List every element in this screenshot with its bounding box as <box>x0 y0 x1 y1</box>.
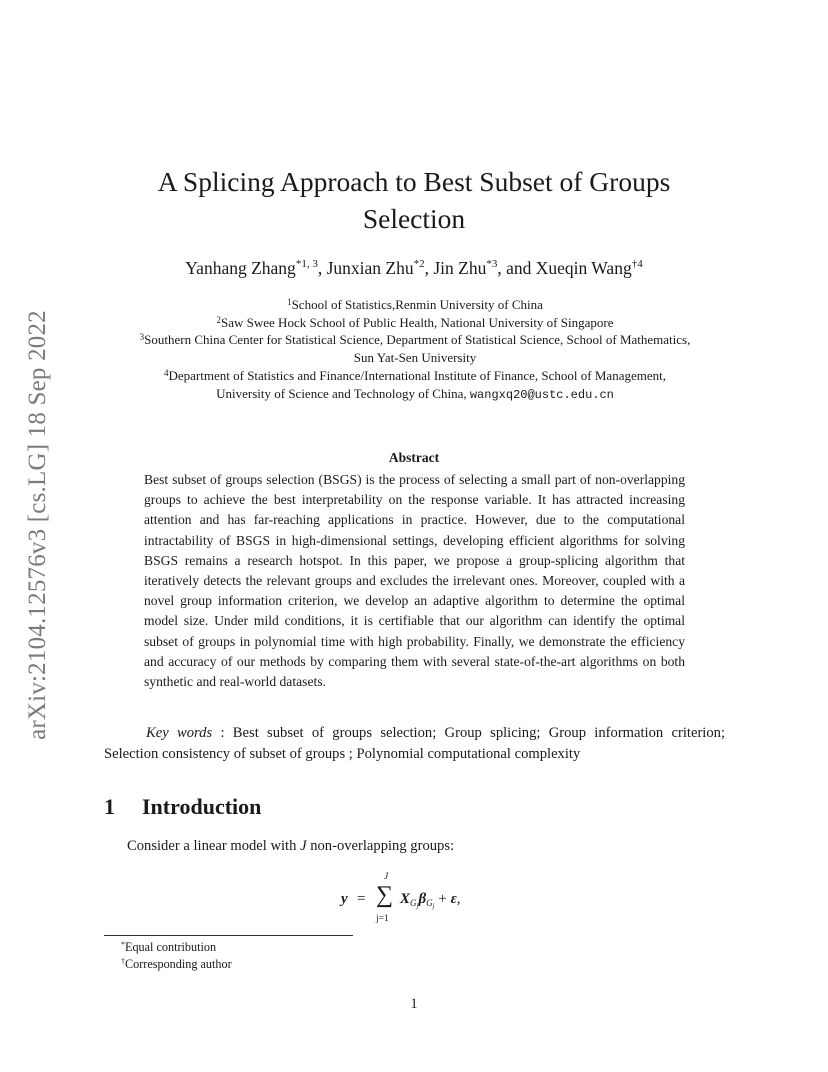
sum-lower-limit: j=1 <box>376 914 389 924</box>
section-title: Introduction <box>142 794 262 819</box>
arxiv-stamp: arXiv:2104.12576v3 [cs.LG] 18 Sep 2022 <box>24 310 51 740</box>
keywords-text: : Best subset of groups selection; Group splicing; Group information criterion; Selection consistency of subset of groups ; Polynomial computational complexity <box>104 725 726 762</box>
equation-rhs <box>400 891 460 908</box>
group-letter: G <box>426 898 433 908</box>
affiliation-text: Saw Swee Hock School of Public Health, National University of Singapore <box>221 314 614 330</box>
author-name: Jin Zhu <box>433 258 487 278</box>
author-separator: , and <box>497 258 536 278</box>
footnote-item <box>121 956 232 973</box>
intro-variable: J <box>300 838 307 854</box>
affiliation-text: University of Science and Technology of China, <box>216 385 470 401</box>
footnote-mark: * <box>121 940 125 949</box>
sum-symbol: ∑ <box>376 882 394 908</box>
beta-symbol: β <box>418 891 427 907</box>
page-number: 1 <box>410 996 418 1012</box>
author-separator: , <box>424 258 434 278</box>
affiliation-text: School of Statistics,Renmin University of China <box>291 297 543 312</box>
author-name: Xueqin Wang <box>535 258 632 278</box>
epsilon-symbol: ε <box>450 891 457 907</box>
design-matrix-symbol: X <box>400 891 411 907</box>
author-name: Yanhang Zhang <box>185 258 296 278</box>
author-marks: *2 <box>413 258 425 270</box>
affiliation-list <box>95 296 735 404</box>
footnote-divider <box>104 935 353 936</box>
section-number: 1 <box>104 794 115 819</box>
intro-text-end: non-overlapping groups: <box>306 838 455 854</box>
author-name: Junxian Zhu <box>326 258 414 278</box>
affiliation-text: Sun Yat-Sen University <box>353 350 477 366</box>
author-marks: *3 <box>486 258 498 270</box>
group-letter: G <box>410 898 417 908</box>
footnote-item <box>121 939 232 956</box>
linear-model-equation <box>341 872 511 932</box>
group-index: j <box>416 902 419 910</box>
affiliation-mark: 1 <box>287 297 292 307</box>
affiliation-mark: 2 <box>216 314 222 325</box>
author-separator: , <box>317 258 327 278</box>
keywords-label: Key words <box>146 725 213 741</box>
keywords-paragraph <box>104 723 725 765</box>
affiliation-mark: 4 <box>164 367 169 378</box>
paper-title: A Splicing Approach to Best Subset of Groups Selection <box>157 166 671 234</box>
affiliation-mark: 3 <box>139 332 145 343</box>
footnote-list <box>121 939 232 972</box>
affiliation-item <box>95 367 735 385</box>
affiliation-item <box>95 349 735 367</box>
affiliation-item <box>95 385 735 405</box>
affiliation-item <box>95 296 735 314</box>
author-list <box>90 258 738 279</box>
abstract-heading: Abstract <box>388 450 440 465</box>
group-subscript <box>426 898 434 908</box>
abstract-text: Best subset of groups selection (BSGS) is the process of selecting a small part of non-overlapping groups to achieve the best interpretability on the response variable. It has attracted increasing attention and has far-reaching applications in practice. However, due to the computational intractability of BSGS in high-dimensional settings, developing efficient algorithms for solving BSGS remains a research hotspot. In this paper, we propose a group-splicing algorithm that iteratively detects the relevant groups and excludes the irrelevant ones. Moreover, coupled with a novel group information criterion, we develop an adaptive algorithm to determine the optimal model size. Under mild conditions, it is certifiable that our algorithm can identify the optimal subset of groups in polynomial time with high probability. Finally, we demonstrate the efficiency and accuracy of our methods by comparing them with several state-of-the-art algorithms on both synthetic and real-world datasets. <box>144 472 685 690</box>
affiliation-text: Department of Statistics and Finance/International Institute of Finance, School of Management, <box>168 367 666 383</box>
intro-text-start: Consider a linear model with <box>127 838 301 854</box>
footnote-text: Corresponding author <box>125 956 232 971</box>
email-link[interactable]: wangxq20@ustc.edu.cn <box>469 387 614 402</box>
footnote-mark: † <box>121 956 125 966</box>
author-marks: †4 <box>631 258 643 270</box>
equation-lhs: y <box>341 891 348 907</box>
section-heading <box>104 794 261 820</box>
equation-equals: = <box>357 891 366 907</box>
group-index: j <box>432 902 435 910</box>
intro-paragraph <box>127 838 454 855</box>
affiliation-item <box>95 331 735 349</box>
equation-comma: , <box>456 891 461 907</box>
sum-upper-limit: J <box>384 872 389 882</box>
author-marks: *1, 3 <box>295 258 318 270</box>
plus-sign: + <box>434 891 451 907</box>
affiliation-item <box>95 314 735 332</box>
affiliation-text: Southern China Center for Statistical Science, Department of Statistical Science, School of Mathematics, <box>144 332 691 348</box>
footnote-text: Equal contribution <box>125 940 217 954</box>
